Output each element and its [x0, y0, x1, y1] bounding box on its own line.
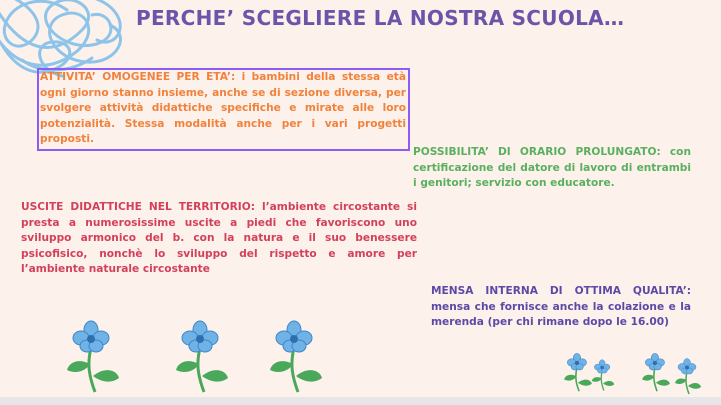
- block-heading: MENSA INTERNA DI OTTIMA QUALITA’:: [431, 285, 691, 297]
- slide-title: PERCHE’ SCEGLIERE LA NOSTRA SCUOLA…: [136, 6, 625, 30]
- text-block-attivita-omogenee[interactable]: [37, 68, 410, 151]
- text-block-orario-prolungato: [413, 145, 691, 192]
- block-heading: ATTIVITA’ OMOGENEE PER ETA’:: [40, 71, 236, 83]
- blue-flower-icon: [640, 349, 672, 393]
- block-heading: USCITE DIDATTICHE NEL TERRITORIO:: [21, 201, 255, 213]
- text-block-uscite-didattiche: [21, 200, 417, 278]
- blue-flower-icon: [266, 314, 326, 394]
- block-heading: POSSIBILITA’ DI ORARIO PROLUNGATO:: [413, 146, 661, 158]
- blue-flower-icon: [672, 355, 704, 395]
- block-body: l’ambiente circostante si presta a numerosissime uscite a piedi che favoriscono uno sviluppo armonico del b. con la natura e il suo benessere psicofisico, nonchè lo sviluppo del rispetto e amore per l’ambiente naturale circostante: [21, 201, 417, 276]
- blue-flower-icon: [590, 355, 616, 393]
- block-body: mensa che fornisce anche la colazione e la merenda (per chi rimane dopo le 16.00): [431, 300, 691, 329]
- text-block-mensa-interna: [431, 284, 691, 331]
- blue-flower-icon: [63, 314, 123, 394]
- blue-flower-icon: [172, 314, 232, 394]
- bottom-strip: [0, 397, 721, 405]
- block-body: con certificazione del datore di lavoro di entrambi i genitori; servizio con educatore.: [413, 146, 691, 190]
- block-body: i bambini della stessa età ogni giorno stanno insieme, anche se di sezione diversa, per svolgere attività didattiche specifiche e mirate alle loro potenzialità. Stessa modalità anche per i vari progetti proposti.: [40, 71, 407, 146]
